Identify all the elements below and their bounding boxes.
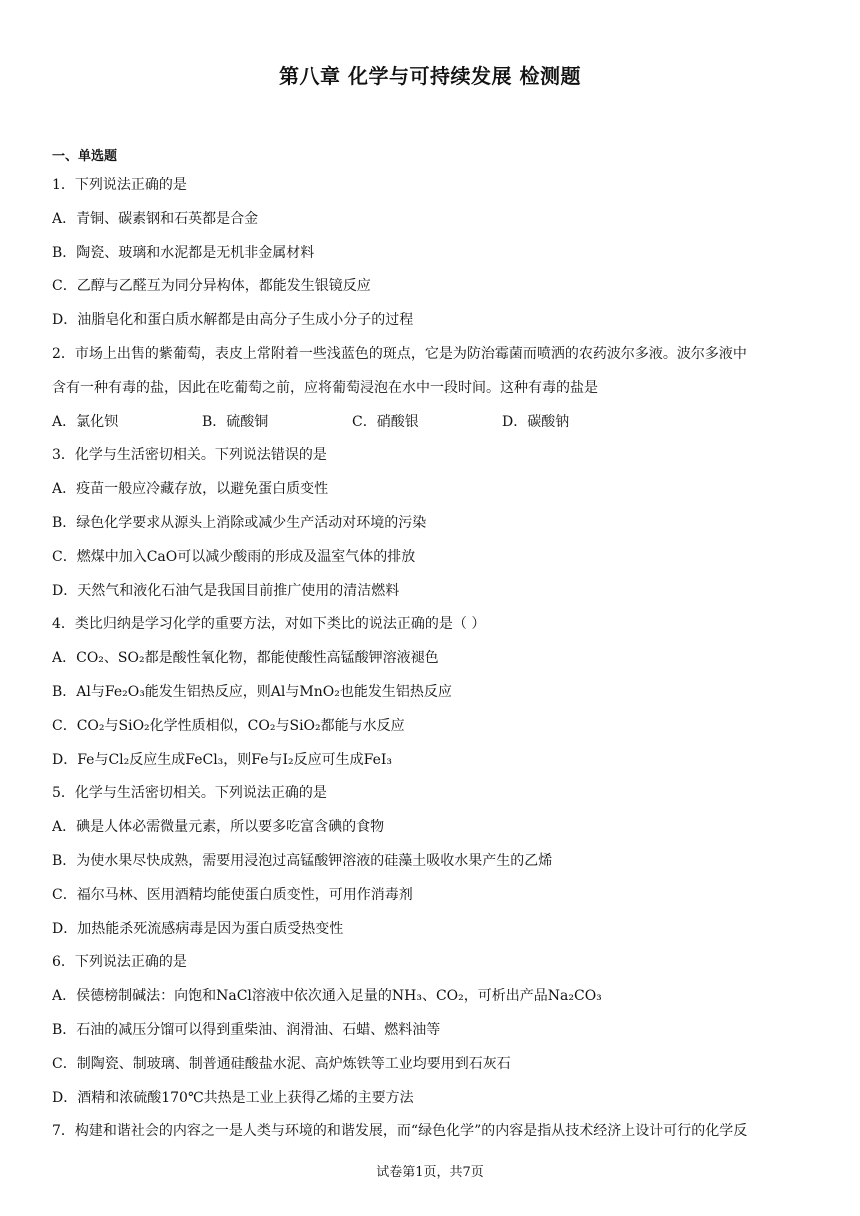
page-title: 第八章 化学与可持续发展 检测题 xyxy=(279,64,581,88)
question-1-stem: 1．下列说法正确的是 xyxy=(52,177,187,193)
question-1-option-b: B．陶瓷、玻璃和水泥都是无机非金属材料 xyxy=(52,244,315,261)
question-3-stem: 3．化学与生活密切相关。下列说法错误的是 xyxy=(52,447,327,464)
question-4-option-d: D．Fe与Cl₂反应生成FeCl₃，则Fe与I₂反应可生成FeI₃ xyxy=(52,751,393,768)
question-3-option-c: C．燃煤中加入CaO可以减少酸雨的形成及温室气体的排放 xyxy=(52,548,416,565)
question-list xyxy=(52,169,812,1149)
question-6-stem: 6．下列说法正确的是 xyxy=(52,954,187,971)
question-2-stem-line-2: 含有一种有毒的盐，因此在吃葡萄之前，应将葡萄浸泡在水中一段时间。这种有毒的盐是 xyxy=(52,379,598,396)
section-heading: 一、单选题 xyxy=(52,149,118,164)
question-6-option-d: D．酒精和浓硫酸170℃共热是工业上获得乙烯的主要方法 xyxy=(52,1089,414,1106)
question-3-option-b: B．绿色化学要求从源头上消除或减少生产活动对环境的污染 xyxy=(52,514,427,531)
question-2-option-b: B．硫酸铜 xyxy=(202,413,269,430)
question-4-option-c: C．CO₂与SiO₂化学性质相似，CO₂与SiO₂都能与水反应 xyxy=(52,717,405,734)
question-2-option-d: D．碳酸钠 xyxy=(502,413,570,430)
question-3-option-d: D．天然气和液化石油气是我国目前推广使用的清洁燃料 xyxy=(52,582,400,599)
question-2-stem-line-1: 2．市场上出售的紫葡萄，表皮上常附着一些浅蓝色的斑点，它是为防治霉菌而喷洒的农药波尔多液。波尔多液中 xyxy=(52,345,747,362)
question-5-option-d: D．加热能杀死流感病毒是因为蛋白质受热变性 xyxy=(52,920,344,937)
question-1-option-a: A．青铜、碳素钢和石英都是合金 xyxy=(52,210,259,227)
question-1-option-c: C．乙醇与乙醛互为同分异构体，都能发生银镜反应 xyxy=(52,278,371,295)
question-4-stem: 4．类比归纳是学习化学的重要方法，对如下类比的说法正确的是（ ） xyxy=(52,616,486,633)
question-3-option-a: A．疫苗一般应冷藏存放，以避免蛋白质变性 xyxy=(52,481,329,498)
question-4-option-a: A．CO₂、SO₂都是酸性氧化物，都能使酸性高锰酸钾溶液褪色 xyxy=(52,650,439,667)
question-2-option-c: C．硝酸银 xyxy=(352,413,419,430)
question-6-option-c: C．制陶瓷、制玻璃、制普通硅酸盐水泥、高炉炼铁等工业均要用到石灰石 xyxy=(52,1055,511,1072)
question-1-option-d: D．油脂皂化和蛋白质水解都是由高分子生成小分子的过程 xyxy=(52,312,414,329)
question-4-option-b: B．Al与Fe₂O₃能发生铝热反应，则Al与MnO₂也能发生铝热反应 xyxy=(52,683,452,700)
question-5-option-a: A．碘是人体必需微量元素，所以要多吃富含碘的食物 xyxy=(52,819,385,836)
question-2-options xyxy=(52,406,812,440)
question-5-stem: 5．化学与生活密切相关。下列说法正确的是 xyxy=(52,785,327,802)
question-7-stem: 7．构建和谐社会的内容之一是人类与环境的和谐发展，而“绿色化学”的内容是指从技术经济上设计可行的化学反 xyxy=(52,1123,748,1140)
question-6-option-b: B．石油的减压分馏可以得到重柴油、润滑油、石蜡、燃料油等 xyxy=(52,1021,441,1038)
question-2-option-a: A．氯化钡 xyxy=(52,413,119,430)
question-5-option-b: B．为使水果尽快成熟，需要用浸泡过高锰酸钾溶液的硅藻土吸收水果产生的乙烯 xyxy=(52,852,553,869)
question-5-option-c: C．福尔马林、医用酒精均能使蛋白质变性，可用作消毒剂 xyxy=(52,886,413,903)
page-footer: 试卷第1页，共7页 xyxy=(376,1165,484,1180)
question-6-option-a: A．侯德榜制碱法：向饱和NaCl溶液中依次通入足量的NH₃、CO₂，可析出产品Na₂CO₃ xyxy=(52,988,602,1005)
